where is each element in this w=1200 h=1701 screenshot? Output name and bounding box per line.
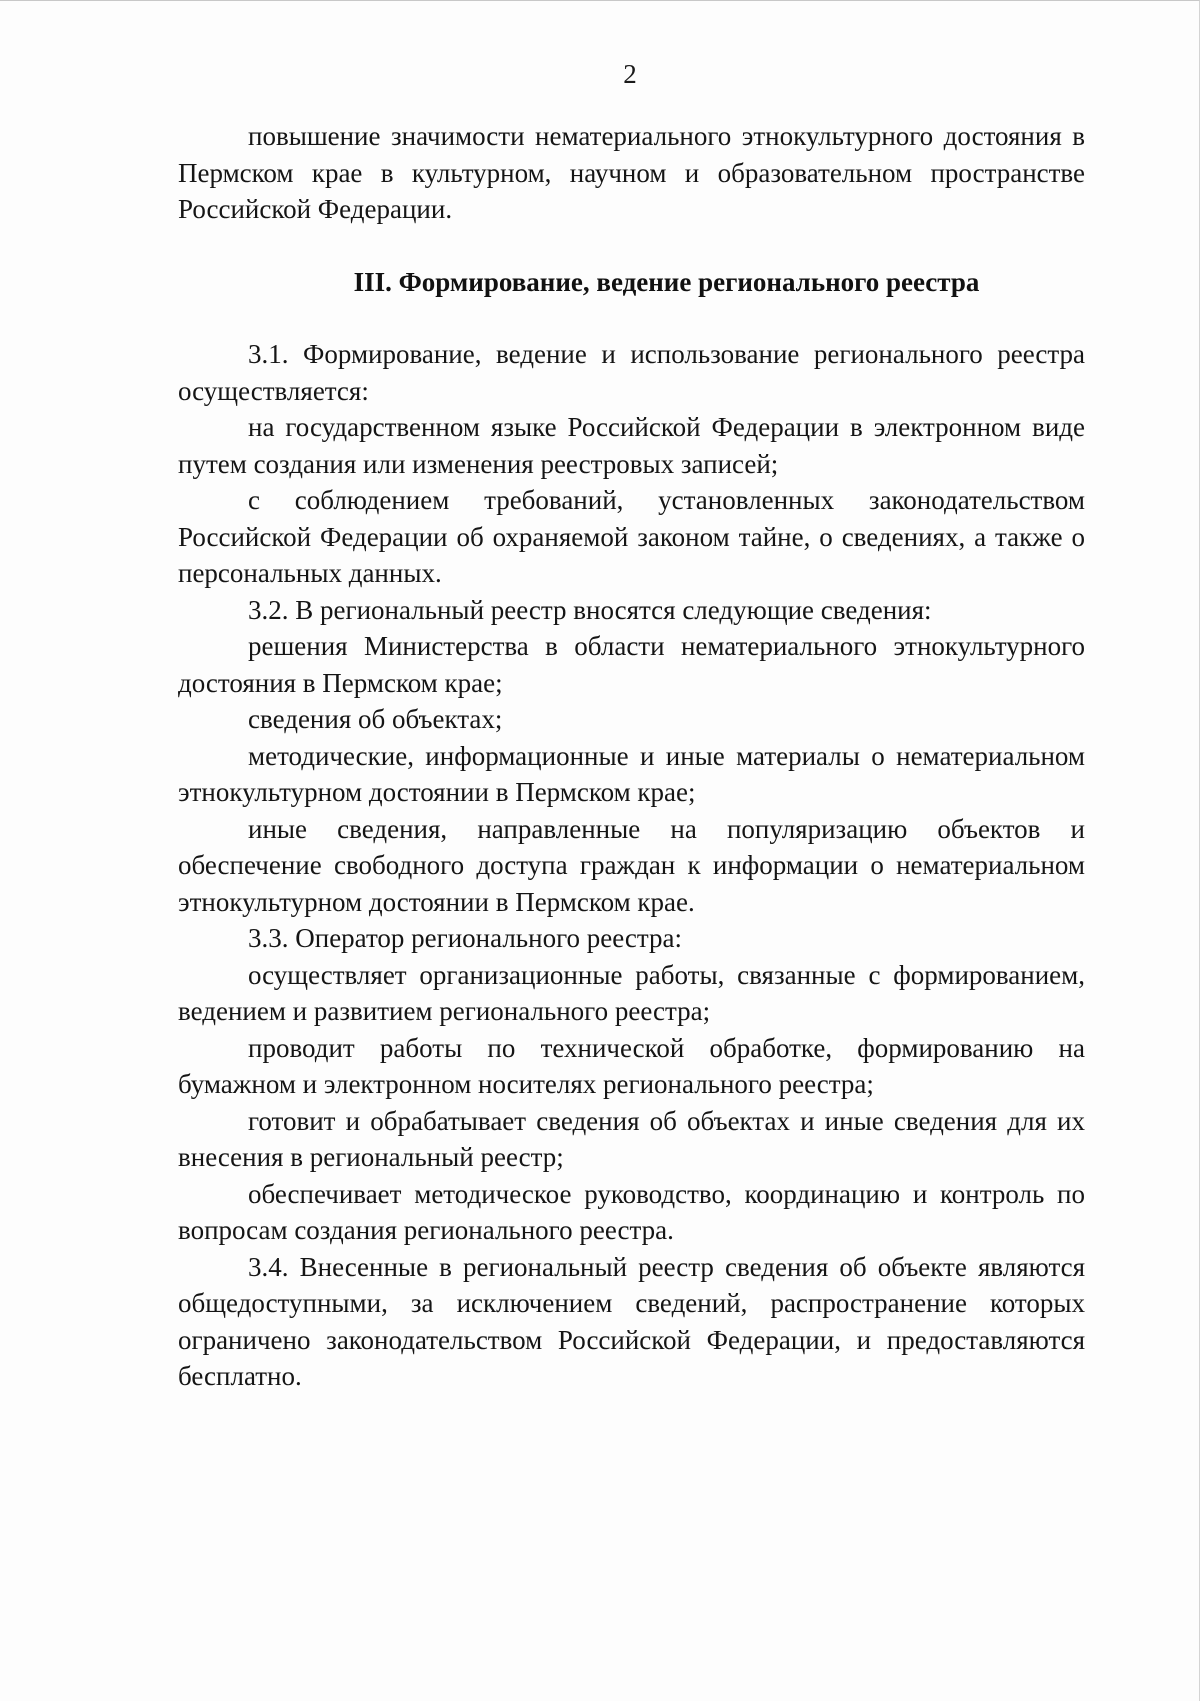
paragraph-3-1: 3.1. Формирование, ведение и использование регионального реестра осуществляется: [178,339,1085,406]
document-body [178,118,1085,1395]
paragraph-3-3-processing: проводит работы по технической обработке, формированию на бумажном и электронном носителях регионального реестра; [178,1032,1085,1099]
paragraph-3-3-guidance: обеспечивает методическое руководство, координацию и контроль по вопросам создания регионального реестра. [178,1178,1085,1245]
paragraph-3-2-decisions: решения Министерства в области нематериального этнокультурного достояния в Пермском крае; [178,631,1085,698]
section-heading: III. Формирование, ведение регионального реестра [353,266,980,297]
paragraph-3-3-organization: осуществляет организационные работы, связанные с формированием, ведением и развитием регионального реестра; [178,959,1085,1026]
paragraph-3-1-requirements: с соблюдением требований, установленных законодательством Российской Федерации об охраняемой законом тайне, о сведениях, а также о персональных данных. [178,485,1085,588]
intro-paragraph: повышение значимости нематериального этнокультурного достояния в Пермском крае в культурном, научном и образовательном пространстве Российской Федерации. [178,121,1085,224]
paragraph-3-2-other: иные сведения, направленные на популяризацию объектов и обеспечение свободного доступа граждан к информации о нематериальном этнокультурном достоянии в Пермском крае. [178,813,1085,917]
paragraph-3-2-materials: методические, информационные и иные материалы о нематериальном этнокультурном достоянии в Пермском крае; [178,740,1085,807]
paragraph-3-2: 3.2. В региональный реестр вносятся следующие сведения: [248,594,932,625]
paragraph-3-3-preparation: готовит и обрабатывает сведения об объектах и иные сведения для их внесения в региональный реестр; [178,1105,1085,1172]
paragraph-3-1-language: на государственном языке Российской Федерации в электронном виде путем создания или изменения реестровых записей; [178,412,1085,479]
paragraph-3-3: 3.3. Оператор регионального реестра: [248,923,682,953]
page-number: 2 [623,59,637,89]
paragraph-3-2-objects: сведения об объектах; [248,704,503,734]
paragraph-3-4: 3.4. Внесенные в региональный реестр сведения об объекте являются общедоступными, за исключением сведений, распространение которых ограничено законодательством Российской Федерации, и предоставляются бесплатно. [178,1251,1085,1391]
